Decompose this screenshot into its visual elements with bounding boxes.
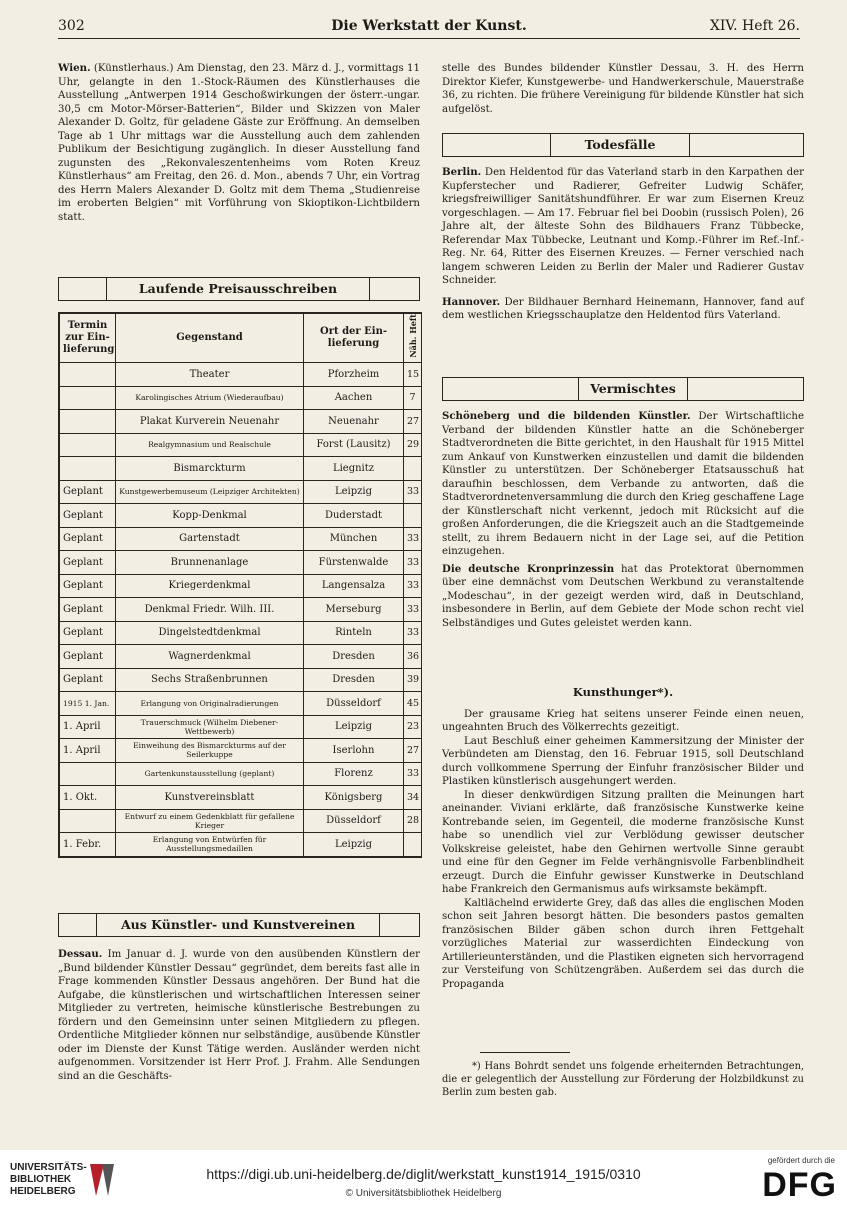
competitions-table — [58, 312, 422, 858]
journal-title: Die Werkstatt der Kunst. — [331, 18, 527, 34]
gegenstand-cell: Trauerschmuck (Wilhelm Diebener-Wettbewerb) — [116, 715, 304, 739]
termin-cell — [60, 410, 116, 434]
table-row — [60, 739, 422, 763]
section-banner-vereine — [58, 913, 420, 937]
gegenstand-cell: Brunnenanlage — [116, 551, 304, 575]
article-berlin — [442, 166, 804, 323]
table-row — [60, 809, 422, 833]
heft-cell: 33 — [404, 598, 422, 622]
gegenstand-cell: Erlangung von Entwürfen für Ausstellungsmedaillen — [116, 833, 304, 857]
termin-cell: Geplant — [60, 551, 116, 575]
ort-cell: Düsseldorf — [304, 809, 404, 833]
section-title: Vermischtes — [578, 377, 688, 401]
ort-cell: Aachen — [304, 386, 404, 410]
page-url[interactable]: https://digi.ub.uni-heidelberg.de/diglit/werkstatt_kunst1914_1915/0310 — [206, 1166, 641, 1182]
ort-cell: Fürstenwalde — [304, 551, 404, 575]
ort-cell: Leipzig — [304, 715, 404, 739]
article-head: Dessau. — [58, 948, 103, 960]
article-head: Wien. — [58, 62, 91, 74]
gegenstand-cell: Sechs Straßenbrunnen — [116, 668, 304, 692]
termin-cell: Geplant — [60, 480, 116, 504]
heft-cell — [404, 504, 422, 528]
table-row — [60, 645, 422, 669]
section-title: Aus Künstler- und Kunstvereinen — [96, 913, 380, 937]
paragraph: In dieser denkwürdigen Sitzung prallten die Meinungen hart aneinander. Viviani erklärte, daß französische Kunstwerke keine Kontrebande seien, im Gegenteil, die moderne französische Kunst habe so unendlich viel zur Verblödung gewisser deutscher Volkskreise geleistet, habe den Gehirnen wertvolle Sinne geraubt und eine für den Gegner im Felde verhängnisvolle Farbenblindheit erzeugt. Durch die Einfuhr gewisser Kunstwerke in Deutschland habe Frankreich den Germanismus aufs wirksamste bekämpft. — [442, 789, 804, 895]
termin-cell: 1. April — [60, 739, 116, 763]
table-row — [60, 480, 422, 504]
heft-cell: 15 — [404, 363, 422, 387]
ort-cell: Florenz — [304, 762, 404, 786]
ort-cell: Rinteln — [304, 621, 404, 645]
article-head: Die deutsche Kronprinzessin — [442, 562, 615, 575]
gegenstand-cell: Wagnerdenkmal — [116, 645, 304, 669]
article-body: hat das Protektorat übernommen über eine demnächst vom Deutschen Werkbund zu veranstaltende „Modeschau“, in der gezeigt werden wird, daß in Deutschland, insbesondere in Berlin, auf dem Gebiete der Mode schon recht viel Selbständiges und Gutes geleistet werden kann. — [442, 563, 804, 629]
ort-cell: Forst (Lausitz) — [304, 433, 404, 457]
gegenstand-cell: Dingelstedtdenkmal — [116, 621, 304, 645]
termin-cell — [60, 809, 116, 833]
table-row — [60, 786, 422, 810]
paragraph: Der grausame Krieg hat seitens unserer Feinde einen neuen, ungeahnten Bruch des Völkerrechts gezeitigt. — [442, 708, 804, 733]
gegenstand-cell: Erlangung von Originalradierungen — [116, 692, 304, 716]
ort-cell: Leipzig — [304, 480, 404, 504]
table-row — [60, 527, 422, 551]
table-header-gegenstand: Gegenstand — [116, 314, 304, 363]
heft-cell — [404, 457, 422, 481]
heft-cell: 39 — [404, 668, 422, 692]
article-head: Schöneberg und die bildenden Künstler. — [442, 410, 691, 422]
page-number: 302 — [58, 18, 85, 34]
heft-cell: 28 — [404, 809, 422, 833]
section-banner-preisausschreiben — [58, 277, 420, 301]
termin-cell: Geplant — [60, 527, 116, 551]
termin-cell: Geplant — [60, 504, 116, 528]
heft-cell: 33 — [404, 621, 422, 645]
termin-cell: Geplant — [60, 645, 116, 669]
termin-cell — [60, 762, 116, 786]
copyright: © Universitätsbibliothek Heidelberg — [345, 1188, 502, 1199]
section-banner-vermischtes — [442, 377, 804, 401]
ort-cell: München — [304, 527, 404, 551]
heft-cell: 27 — [404, 739, 422, 763]
gegenstand-cell: Kunstvereinsblatt — [116, 786, 304, 810]
footnote — [442, 1060, 804, 1099]
termin-cell: 1. Febr. — [60, 833, 116, 857]
ort-cell: Düsseldorf — [304, 692, 404, 716]
table-row — [60, 574, 422, 598]
gegenstand-cell: Karolingisches Atrium (Wiederaufbau) — [116, 386, 304, 410]
article-body: Im Januar d. J. wurde von den ausübenden Künstlern der „Bund bildender Künstler Dessau“ gegründet, dem bereits fast alle in Frage kommenden Künstler Dessaus angehören. Der Bund hat die Aufgabe, die künstlerischen und wirtschaftlichen Interessen seiner Mitglieder zu vertreten, heimische künstlerische Bestrebungen zu fördern und den Gemeinsinn unter seinen Mitgliedern zu pflegen. Ordentliche Mitglieder können nur selbständige, ausübende Künstler oder im Dienste der Kunst Tätige werden. Ausländer werden nicht aufgenommen. Vorsitzender ist Herr Prof. J. Frahm. Alle Sendungen sind an die Geschäfts- — [58, 949, 420, 1082]
dfg-logo: DFG — [762, 1166, 837, 1204]
table-row — [60, 410, 422, 434]
heft-cell: 27 — [404, 410, 422, 434]
article-body: stelle des Bundes bildender Künstler Dessau, 3. H. des Herrn Direktor Kiefer, Kunstgewerbe- und Handwerkerschule, Mauerstraße 36, zu richten. Die frühere Vereinigung für bildende Künstler hat sich aufgelöst. — [442, 63, 804, 115]
table-row — [60, 668, 422, 692]
table-row — [60, 433, 422, 457]
termin-cell: Geplant — [60, 668, 116, 692]
heft-cell: 23 — [404, 715, 422, 739]
paragraph: Laut Beschluß einer geheimen Kammersitzung der Minister der Verbündeten am Dienstag, den 16. Februar 1915, soll Deutschland durch vollkommene Sperrung der Einfuhr französischer Bilder und Plastiken künstlerisch ausgehungert werden. — [442, 735, 804, 787]
table-row — [60, 551, 422, 575]
section-banner-todesfaelle — [442, 133, 804, 157]
article-body: Den Heldentod für das Vaterland starb in den Karpathen der Kupferstecher und Radierer, Gefreiter Ludwig Schäfer, kriegsfreiwilliger Sanitätshundführer. Er war zum Eisernen Kreuz vorgeschlagen. — Am 17. Februar fiel bei Doobin (russisch Polen), 26 Jahre alt, der älteste Sohn des Bildhauers Franz Tübbecke, Referendar Max Tübbecke, Leutnant und Komp.-Führer im Ref.-Inf.-Reg. Nr. 64, Ritter des Eisernen Kreuzes. — Ferner verschied nach langem schweren Leiden zu Berlin der Maler und Radierer Gustav Schneider. — [442, 167, 804, 286]
gegenstand-cell: Plakat Kurverein Neuenahr — [116, 410, 304, 434]
ort-cell: Leipzig — [304, 833, 404, 857]
gegenstand-cell: Gartenkunstausstellung (geplant) — [116, 762, 304, 786]
termin-cell: 1915 1. Jan. — [60, 692, 116, 716]
gegenstand-cell: Einweihung des Bismarckturms auf der Seilerkuppe — [116, 739, 304, 763]
page-header — [58, 18, 800, 39]
gegenstand-cell: Kunstgewerbemuseum (Leipziger Architekten) — [116, 480, 304, 504]
termin-cell — [60, 363, 116, 387]
termin-cell: Geplant — [60, 621, 116, 645]
gegenstand-cell: Kopp-Denkmal — [116, 504, 304, 528]
ort-cell: Königsberg — [304, 786, 404, 810]
heft-cell: 7 — [404, 386, 422, 410]
table-row — [60, 692, 422, 716]
footnote-rule — [480, 1052, 570, 1053]
termin-cell — [60, 433, 116, 457]
heft-cell: 33 — [404, 762, 422, 786]
gegenstand-cell: Kriegerdenkmal — [116, 574, 304, 598]
section-title: Laufende Preisausschreiben — [106, 277, 370, 301]
table-row — [60, 457, 422, 481]
article-title: Kunsthunger*). — [572, 685, 674, 699]
ort-cell: Pforzheim — [304, 363, 404, 387]
table-row — [60, 715, 422, 739]
article-body: Der Bildhauer Bernhard Heinemann, Hannover, fand auf dem westlichen Kriegsschauplatze den Heldentod fürs Vaterland. — [442, 296, 804, 321]
termin-cell: 1. Okt. — [60, 786, 116, 810]
gegenstand-cell: Gartenstadt — [116, 527, 304, 551]
table-header-heft: Näh. Heft — [404, 314, 422, 363]
article-head: Hannover. — [442, 295, 501, 308]
table-row — [60, 598, 422, 622]
ort-cell: Liegnitz — [304, 457, 404, 481]
table-row — [60, 363, 422, 387]
library-logo-text: UNIVERSITÄTS- BIBLIOTHEK HEIDELBERG — [10, 1162, 87, 1197]
footnote-text: *) Hans Bohrdt sendet uns folgende erheiternden Betrachtungen, die er gelegentlich der Ausstellung zur Förderung der Holzbildkunst zu Berlin zum besten gab. — [442, 1061, 804, 1098]
heft-cell: 33 — [404, 480, 422, 504]
article-head: Berlin. — [442, 166, 482, 178]
gegenstand-cell: Denkmal Friedr. Wilh. III. — [116, 598, 304, 622]
ort-cell: Merseburg — [304, 598, 404, 622]
termin-cell — [60, 386, 116, 410]
gegenstand-cell: Entwurf zu einem Gedenkblatt für gefallene Krieger — [116, 809, 304, 833]
table-row — [60, 762, 422, 786]
termin-cell: 1. April — [60, 715, 116, 739]
heft-cell: 45 — [404, 692, 422, 716]
article-schoeneberg — [442, 410, 804, 630]
ort-cell: Langensalza — [304, 574, 404, 598]
section-title: Todesfälle — [550, 133, 690, 157]
heft-cell: 33 — [404, 574, 422, 598]
table-row — [60, 833, 422, 857]
termin-cell — [60, 457, 116, 481]
gegenstand-cell: Bismarckturm — [116, 457, 304, 481]
ort-cell: Duderstadt — [304, 504, 404, 528]
heft-cell: 29 — [404, 433, 422, 457]
digitization-footer — [0, 1150, 847, 1215]
ort-cell: Iserlohn — [304, 739, 404, 763]
heft-cell: 33 — [404, 527, 422, 551]
gegenstand-cell: Realgymnasium und Realschule — [116, 433, 304, 457]
gegenstand-cell: Theater — [116, 363, 304, 387]
article-kunsthunger — [442, 686, 804, 991]
table-row — [60, 386, 422, 410]
heft-cell — [404, 833, 422, 857]
heft-cell: 34 — [404, 786, 422, 810]
article-body: Der Wirtschaftliche Verband der bildenden Künstler hatte an die Schöneberger Stadtverordneten die Bitte gerichtet, in den Haushalt für 1915 Mittel zum Ankauf von Kunstwerken einzustellen und damit die bildenden Künstler zu unterstützen. Der Schöneberger Etatsausschuß hat daraufhin beschlossen, dem Verbande zu antworten, daß die Stadtverordnetenversammlung die durch den Krieg geschaffene Lage der Künstlerschaft nicht verkennt, jedoch mit Rücksicht auf die großen Anforderungen, die die Kriegszeit auch an die Stadtgemeinde stellt, zu ihrem Bedauern nicht in der Lage sei, auf die Petition einzugehen. — [442, 411, 804, 557]
ort-cell: Neuenahr — [304, 410, 404, 434]
funding-label: gefördert durch die — [767, 1156, 835, 1165]
termin-cell: Geplant — [60, 574, 116, 598]
heft-cell: 36 — [404, 645, 422, 669]
table-header-termin: Termin zur Ein-lieferung — [60, 314, 116, 363]
ort-cell: Dresden — [304, 668, 404, 692]
article-wien — [58, 62, 420, 224]
table-row — [60, 504, 422, 528]
table-header-ort: Ort der Ein-lieferung — [304, 314, 404, 363]
paragraph: Kaltlächelnd erwiderte Grey, daß das alles die englischen Moden schon seit Jahren besorgt hätten. Die besonders pastos gemalten französischen Bilder gäben schon durch ihren Fettgehalt vorzügliches Material zur wasserdichten Eindeckung von Artillerieunterständen, und die Plastiken eigneten sich hervorragend zur Versteifung von Schützengräben. Außerdem sei das durch die Propaganda — [442, 897, 804, 990]
heft-cell: 33 — [404, 551, 422, 575]
article-dessau — [58, 948, 420, 1083]
table-row — [60, 621, 422, 645]
issue-label: XIV. Heft 26. — [709, 18, 800, 34]
termin-cell: Geplant — [60, 598, 116, 622]
article-dessau-continued — [442, 62, 804, 116]
article-body: (Künstlerhaus.) Am Dienstag, den 23. März d. J., vormittags 11 Uhr, gelangte in den 1.-Stock-Räumen des Künstlerhauses die Ausstellung „Antwerpen 1914 Geschoßwirkungen der österr.-ungar. 30,5 cm Motor-Mörser-Batterien“, Bilder und Skizzen von Maler Alexander D. Goltz, für geladene Gäste zur Eröffnung. An demselben Tage ab 1 Uhr mittags war die Ausstellung auch dem zahlenden Publikum der Besichtigung zugänglich. In dieser Ausstellung fand zugunsten des „Rekonvaleszentenheims vom Roten Kreuz Künstlerhaus“ am Freitag, den 26. d. Mon., abends 7 Uhr, ein Vortrag des Herrn Malers Alexander D. Goltz mit dem Thema „Studienreise im eroberten Belgien“ mit Vorführung von Skioptikon-Lichtbildern statt. — [58, 63, 420, 223]
ort-cell: Dresden — [304, 645, 404, 669]
